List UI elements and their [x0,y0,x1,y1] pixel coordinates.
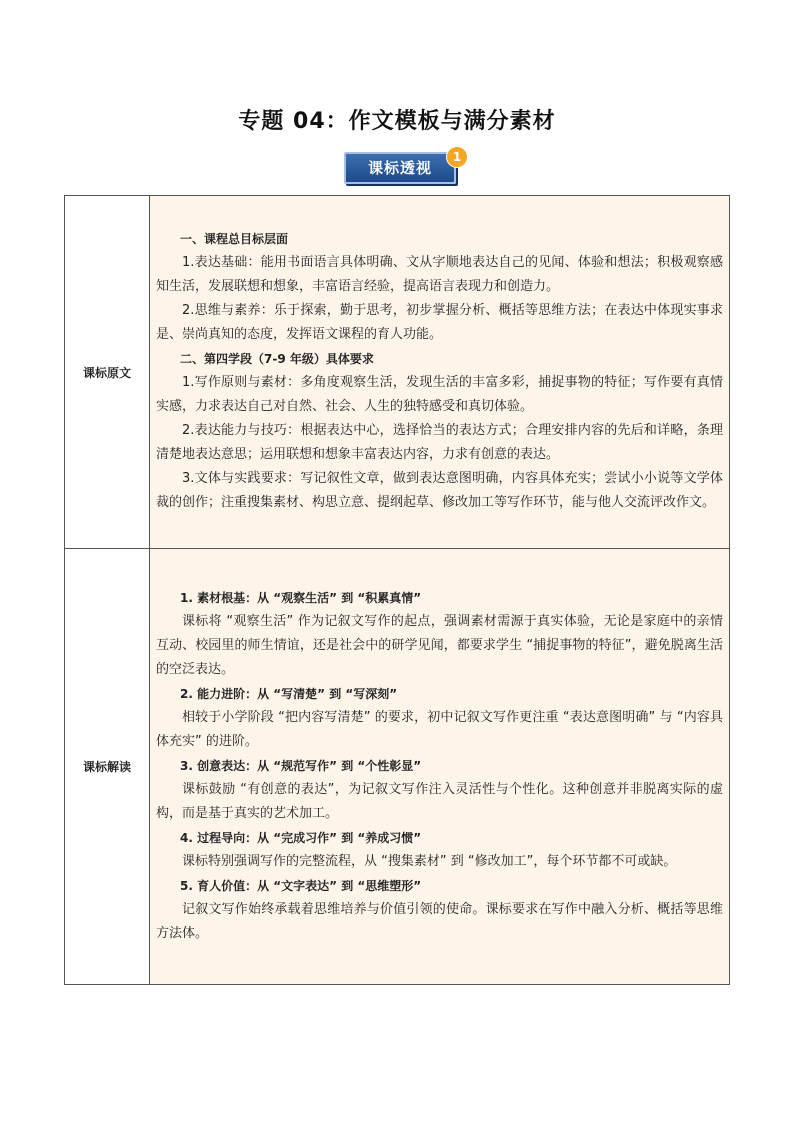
paragraph: 记叙文写作始终承载着思维培养与价值引领的使命。课标要求在写作中融入分析、概括等思维方法体。 [156,901,723,941]
row-content [150,196,730,549]
paragraph: 课标鼓励 “有创意的表达”，为记叙文写作注入灵活性与个性化。这种创意并非脱离实际的虚构，而是基于真实的艺术加工。 [156,781,723,821]
section-heading: 4. 过程导向：从 “完成习作” 到 “养成习惯” [180,830,422,845]
section-badge [340,146,470,186]
section-heading: 二、第四学段（7-9 年级）具体要求 [180,352,374,366]
paragraph: 课标将 “观察生活” 作为记叙文写作的起点，强调素材需源于真实体验，无论是家庭中的亲情互动、校园里的师生情谊，还是社会中的研学见闻，都要求学生 “捕捉事物的特征”，避免脱离生活的空泛表达。 [156,613,723,677]
row-label: 课标原文 [65,196,150,549]
standards-table [64,195,730,985]
row-content [150,549,730,985]
section-heading: 一、课程总目标层面 [180,232,289,246]
paragraph: 1.写作原则与素材：多角度观察生活，发现生活的丰富多彩，捕捉事物的特征；写作要有真情实感，力求表达自己对自然、社会、人生的独特感受和真切体验。 [156,375,723,414]
paragraph: 课标特别强调写作的完整流程，从 “搜集素材” 到 “修改加工”，每个环节都不可或缺。 [182,853,677,869]
paragraph: 2.思维与素养：乐于探索，勤于思考，初步掌握分析、概括等思维方法；在表达中体现实事求是、崇尚真知的态度，发挥语文课程的育人功能。 [156,303,723,342]
section-badge-number: 1 [446,146,468,168]
section-heading: 5. 育人价值：从 “文字表达” 到 “思维塑形” [180,878,422,893]
section-heading: 3. 创意表达：从 “规范写作” 到 “个性彰显” [180,758,422,773]
table-row [65,549,730,985]
paragraph: 1.表达基础：能用书面语言具体明确、文从字顺地表达自己的见闻、体验和想法；积极观察感知生活，发展联想和想象，丰富语言经验，提高语言表现力和创造力。 [156,255,723,294]
paragraph: 相较于小学阶段 “把内容写清楚” 的要求，初中记叙文写作更注重 “表达意图明确” 与 “内容具体充实” 的进阶。 [156,709,723,749]
section-badge-label: 课标透视 [344,152,456,184]
section-heading: 1. 素材根基：从 “观察生活” 到 “积累真情” [180,590,422,605]
table-row [65,196,730,549]
paragraph: 3.文体与实践要求：写记叙性文章，做到表达意图明确，内容具体充实；尝试小小说等文学体裁的创作；注重搜集素材、构思立意、提纲起草、修改加工等写作环节，能与他人交流评改作文。 [156,471,723,510]
section-heading: 2. 能力进阶：从 “写清楚” 到 “写深刻” [180,686,398,701]
page-title: 专题 04：作文模板与满分素材 [238,109,556,134]
row-label: 课标解读 [65,549,150,985]
paragraph: 2.表达能力与技巧：根据表达中心，选择恰当的表达方式；合理安排内容的先后和详略，条理清楚地表达意思；运用联想和想象丰富表达内容，力求有创意的表达。 [156,423,723,462]
